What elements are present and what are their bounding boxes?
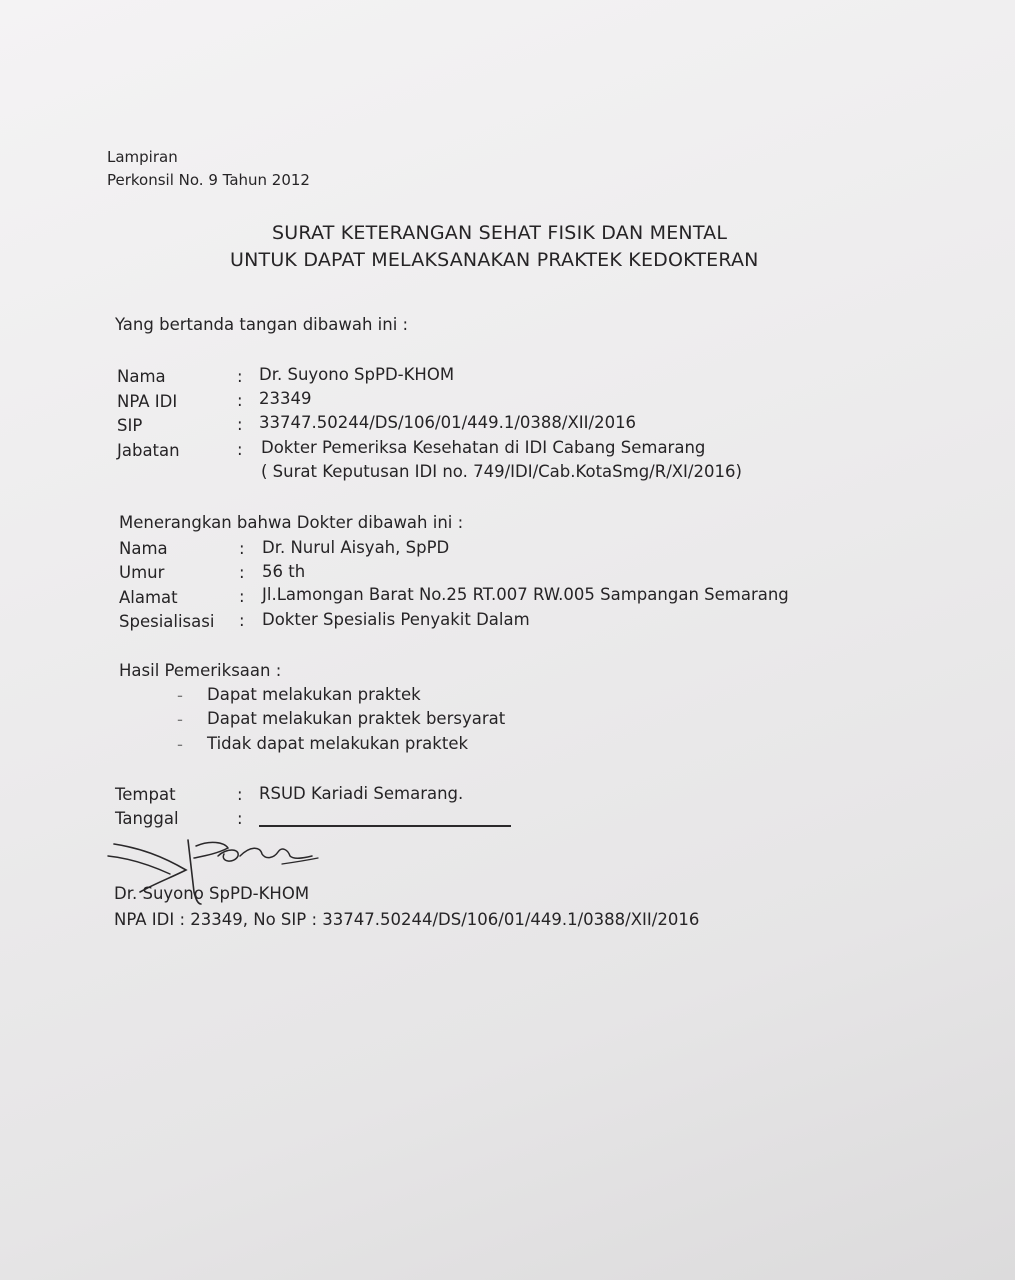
subject-address-label: Alamat [119,588,178,607]
results-heading: Hasil Pemeriksaan : [119,661,282,680]
subject-age-value: 56 th [262,562,306,581]
colon: : [237,440,243,459]
statement-text: Menerangkan bahwa Dokter dibawah ini : [119,513,464,532]
result-option: Tidak dapat melakukan praktek [207,734,469,753]
document-title-line1: SURAT KETERANGAN SEHAT FISIK DAN MENTAL [272,222,728,244]
subject-specialty-label: Spesialisasi [119,612,215,631]
intro-text: Yang bertanda tangan dibawah ini : [115,315,409,334]
signer-npa-value: 23349 [259,389,312,408]
subject-age-label: Umur [119,563,165,582]
colon: : [237,809,243,828]
bullet-dash: - [177,686,183,705]
signer-name-label: Nama [117,367,166,386]
signature-name: Dr. Suyono SpPD-KHOM [114,884,310,903]
subject-name-value: Dr. Nurul Aisyah, SpPD [262,538,450,557]
colon: : [237,415,243,434]
signature-ids: NPA IDI : 23349, No SIP : 33747.50244/DS/106/01/449.1/0388/XII/2016 [114,910,700,929]
signer-position-label: Jabatan [117,441,180,460]
colon: : [239,587,245,606]
colon: : [237,391,243,410]
attachment-label: Lampiran [107,148,178,166]
signer-name-value: Dr. Suyono SpPD-KHOM [259,365,455,384]
colon: : [239,539,245,558]
signer-sip-value: 33747.50244/DS/106/01/449.1/0388/XII/2016 [259,413,637,432]
result-option: Dapat melakukan praktek bersyarat [207,709,506,728]
date-blank-line [259,825,511,827]
colon: : [239,611,245,630]
regulation-reference: Perkonsil No. 9 Tahun 2012 [107,171,310,189]
subject-name-label: Nama [119,539,168,558]
signer-npa-label: NPA IDI [117,392,178,411]
document-title-line2: UNTUK DAPAT MELAKSANAKAN PRAKTEK KEDOKTERAN [230,249,759,271]
signer-position-decree: ( Surat Keputusan IDI no. 749/IDI/Cab.KotaSmg/R/XI/2016) [261,462,742,481]
signer-position-value: Dokter Pemeriksa Kesehatan di IDI Cabang Semarang [261,438,706,457]
date-label: Tanggal [115,809,179,828]
signer-sip-label: SIP [117,416,143,435]
bullet-dash: - [177,735,183,754]
colon: : [237,367,243,386]
colon: : [239,563,245,582]
subject-specialty-value: Dokter Spesialis Penyakit Dalam [262,610,530,629]
bullet-dash: - [177,710,183,729]
place-label: Tempat [115,785,176,804]
place-value: RSUD Kariadi Semarang. [259,784,464,803]
colon: : [237,785,243,804]
result-option: Dapat melakukan praktek [207,685,421,704]
subject-address-value: Jl.Lamongan Barat No.25 RT.007 RW.005 Sampangan Semarang [262,585,789,604]
